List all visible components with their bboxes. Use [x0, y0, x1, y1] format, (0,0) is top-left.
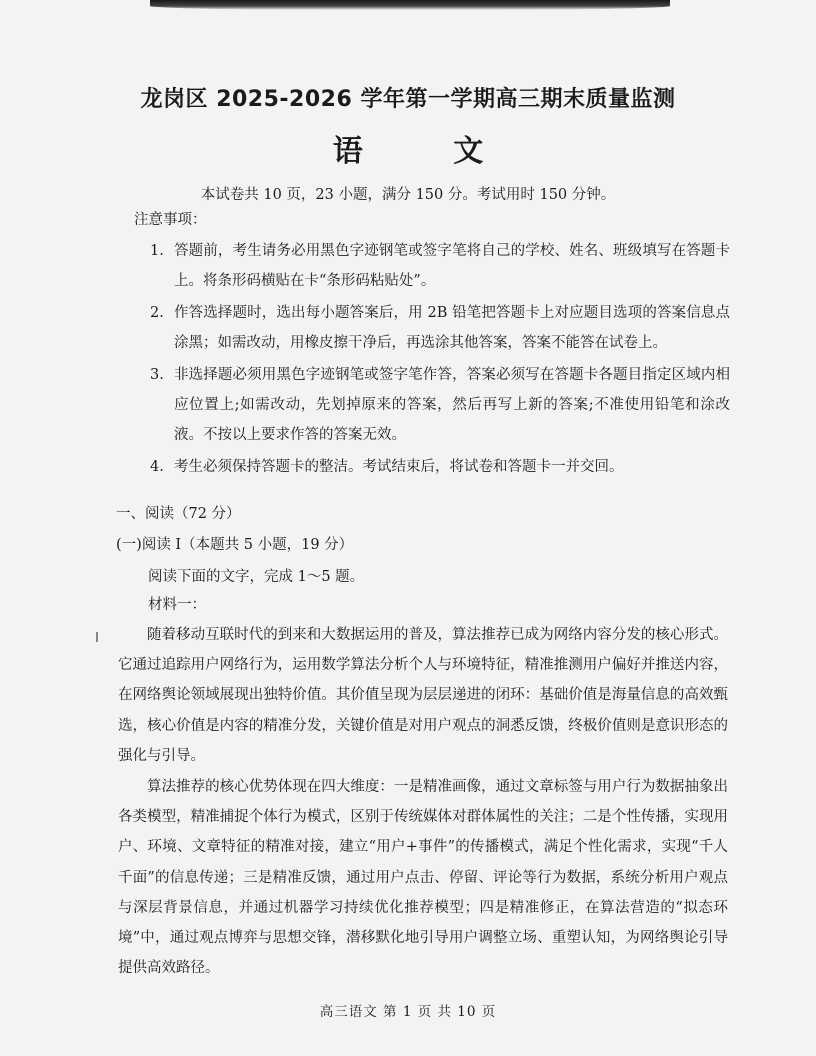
notice-list	[150, 236, 730, 484]
page-footer: 高三语文 第 1 页 共 10 页	[319, 1004, 497, 1020]
notice-text: 作答选择题时，选出每小题答案后，用 2B 铅笔把答题卡上对应题目选项的答案信息点涂黑；如需改动，用橡皮擦干净后，再选涂其他答案，答案不能答在试卷上。	[174, 305, 730, 351]
material-paragraph-2: 算法推荐的核心优势体现在四大维度：一是精准画像，通过文章标签与用户行为数据抽象出各类模型，精准捕捉个体行为模式，区别于传统媒体对群体属性的关注；二是个性传播，实现用户、环境、文章特征的精准对接，建立“用户+事件”的传播模式，满足个性化需求，实现“千人千面”的信息传递；三是精准反馈，通过用户点击、停留、评论等行为数据，系统分析用户观点与深层背景信息，并通过机器学习持续优化推荐模型；四是精准修正，在算法营造的“拟态环境”中，通过观点博弈与思想交锋，潜移默化地引导用户调整立场、重塑认知，为网络舆论引导提供高效路径。	[118, 779, 728, 977]
notice-text: 考生必须保持答题卡的整洁。考试结束后，将试卷和答题卡一并交回。	[174, 459, 624, 475]
notice-item	[150, 236, 730, 296]
subject-title: 语 文	[332, 134, 524, 169]
notice-text: 答题前，考生请务必用黑色字迹钢笔或签字笔将自己的学校、姓名、班级填写在答题卡上。将条形码横贴在卡“条形码粘贴处”。	[174, 243, 730, 289]
notice-number: 2.	[150, 305, 164, 321]
notice-number: 3.	[150, 367, 164, 383]
exam-info: 本试卷共 10 页，23 小题，满分 150 分。考试用时 150 分钟。	[200, 187, 616, 203]
material-paragraph-1: 随着移动互联时代的到来和大数据运用的普及，算法推荐已成为网络内容分发的核心形式。它通过追踪用户网络行为，运用数学算法分析个人与环境特征，精准推测用户偏好并推送内容，在网络舆论领域展现出独特价值。其价值呈现为层层递进的闭环：基础价值是海量信息的高效甄选，核心价值是内容的精准分发，关键价值是对用户观点的洞悉反馈，终极价值则是意识形态的强化与引导。	[118, 627, 728, 764]
exam-title: 龙岗区 2025-2026 学年第一学期高三期末质量监测	[140, 87, 676, 112]
subsection-heading-reading-one: (一)阅读 I（本题共 5 小题，19 分）	[116, 537, 354, 553]
notice-heading: 注意事项：	[134, 212, 207, 228]
notice-number: 1.	[150, 243, 164, 259]
notice-item	[150, 298, 730, 358]
notice-item	[150, 360, 730, 450]
notice-text: 非选择题必须用黑色字迹钢笔或签字笔作答，答案必须写在答题卡各题目指定区域内相应位置上;如需改动，先划掉原来的答案，然后再写上新的答案;不准使用铅笔和涂改液。不按以上要求作答的答案无效。	[174, 367, 730, 443]
notice-number: 4.	[150, 459, 164, 475]
section-heading-reading: 一、阅读（72 分）	[116, 506, 241, 522]
reading-instruction: 阅读下面的文字，完成 1～5 题。	[148, 569, 365, 585]
notice-item	[150, 452, 730, 482]
material-label: 材料一：	[148, 597, 206, 613]
scan-mark	[96, 632, 98, 642]
